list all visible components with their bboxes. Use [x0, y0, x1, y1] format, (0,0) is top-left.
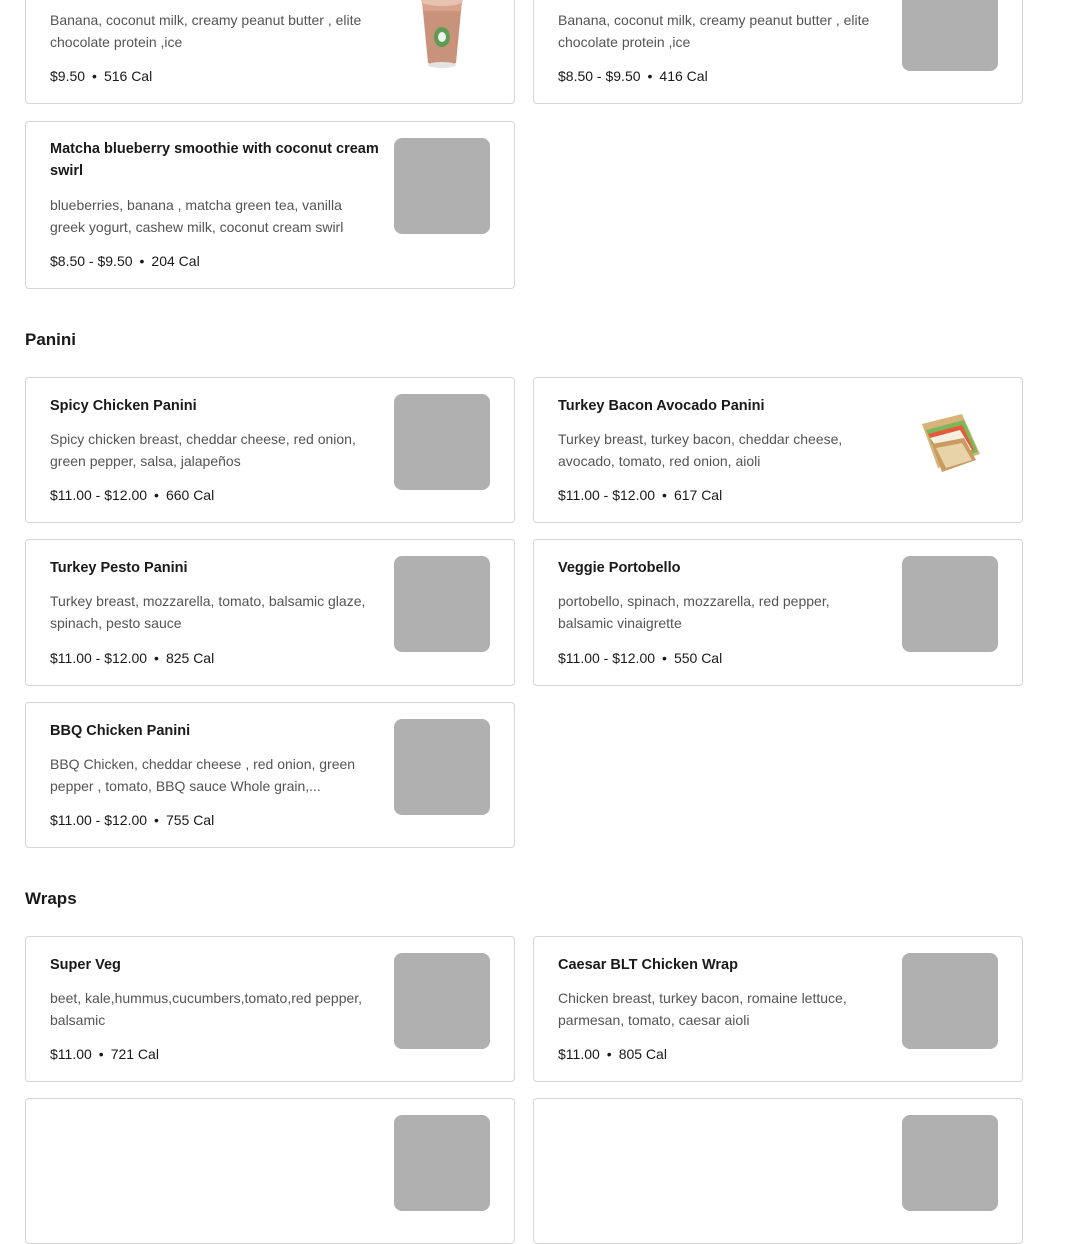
- menu-item-image-placeholder: [902, 1115, 998, 1211]
- menu-item-image-placeholder: [394, 953, 490, 1049]
- menu-item-price: $8.50 - $9.50: [558, 68, 641, 84]
- menu-item-calories: 550 Cal: [673, 650, 723, 666]
- separator-dot: •: [606, 1046, 612, 1062]
- menu-item-image-placeholder: [394, 138, 490, 234]
- menu-item-meta: [50, 1043, 380, 1065]
- menu-item-info: [558, 540, 888, 685]
- menu-item-image-placeholder: [902, 556, 998, 652]
- menu-item-meta: [558, 65, 888, 87]
- separator-dot: •: [662, 650, 667, 666]
- menu-item-description: BBQ Chicken, cheddar cheese , red onion, green pepper , tomato, BBQ sauce Whole grain,...: [50, 756, 356, 794]
- menu-item-price: $11.00: [50, 1046, 92, 1062]
- menu-item-calories: 416 Cal: [659, 68, 708, 84]
- menu-item-info: [558, 378, 888, 522]
- menu-item-calories: 617 Cal: [673, 487, 723, 503]
- menu-item-name: Spicy Chicken Panini: [50, 398, 197, 414]
- menu-item-image-placeholder: [394, 394, 490, 490]
- menu-item-calories: 805 Cal: [618, 1046, 667, 1062]
- menu-item-name: Veggie Portobello: [558, 560, 681, 576]
- menu-item-description: blueberries, banana , matcha green tea, vanilla greek yogurt, cashew milk, coconut cream swirl: [50, 197, 344, 235]
- menu-item-description: Turkey breast, mozzarella, tomato, balsamic glaze, spinach, pesto sauce: [50, 593, 366, 631]
- menu-item-calories: 660 Cal: [165, 487, 215, 503]
- menu-item-info: [50, 540, 380, 685]
- menu-item-meta: [50, 809, 380, 831]
- menu-item-info: [50, 0, 380, 103]
- menu-item-price: $11.00: [558, 1046, 600, 1062]
- separator-dot: •: [92, 68, 97, 84]
- menu-item-info: [558, 937, 888, 1081]
- menu-item-name: Caesar BLT Chicken Wrap: [558, 957, 738, 973]
- menu-item-price: $11.00 - $12.00: [50, 487, 148, 503]
- menu-item-card[interactable]: [25, 0, 515, 104]
- menu-item-meta: [558, 647, 888, 669]
- menu-item-description: Chicken breast, turkey bacon, romaine lettuce, parmesan, tomato, caesar aioli: [558, 990, 847, 1028]
- menu-item-info: [50, 378, 380, 522]
- menu-item-card[interactable]: [25, 936, 515, 1082]
- menu-item-calories: 825 Cal: [165, 650, 215, 666]
- menu-item-description: Turkey breast, turkey bacon, cheddar cheese, avocado, tomato, red onion, aioli: [558, 431, 843, 469]
- menu-item-price: $11.00 - $12.00: [50, 650, 148, 666]
- menu-item-calories: 755 Cal: [165, 812, 215, 828]
- menu-item-name: Matcha blueberry smoothie with coconut cream swirl: [50, 141, 379, 179]
- menu-item-meta: [558, 484, 888, 506]
- menu-item-card[interactable]: [25, 702, 515, 848]
- menu-item-calories: 721 Cal: [110, 1046, 159, 1062]
- menu-item-price: $11.00 - $12.00: [558, 650, 656, 666]
- section-title-wraps: Wraps: [25, 889, 77, 908]
- menu-item-image-placeholder: [394, 719, 490, 815]
- menu-item-card[interactable]: [25, 377, 515, 523]
- menu-item-name: Turkey Pesto Panini: [50, 560, 188, 576]
- menu-item-description: portobello, spinach, mozzarella, red pepper, balsamic vinaigrette: [558, 593, 830, 631]
- menu-item-price: $8.50 - $9.50: [50, 253, 133, 269]
- menu-item-card[interactable]: [533, 0, 1023, 104]
- menu-item-meta: [50, 65, 380, 87]
- menu-item-card[interactable]: [533, 377, 1023, 523]
- menu-item-card[interactable]: [25, 539, 515, 686]
- menu-item-info: [558, 0, 888, 103]
- separator-dot: •: [662, 487, 667, 503]
- menu-item-meta: [50, 647, 380, 669]
- separator-dot: •: [154, 650, 159, 666]
- menu-item-description: Banana, coconut milk, creamy peanut butter , elite chocolate protein ,ice: [50, 12, 362, 50]
- separator-dot: •: [647, 68, 653, 84]
- menu-item-image-placeholder: [394, 1115, 490, 1211]
- menu-item-description: Banana, coconut milk, creamy peanut butter , elite chocolate protein ,ice: [558, 12, 870, 50]
- menu-item-card[interactable]: [533, 539, 1023, 686]
- menu-item-meta: [50, 484, 380, 506]
- separator-dot: •: [139, 253, 145, 269]
- menu-item-price: $9.50: [50, 68, 86, 84]
- menu-item-name: Super Veg: [50, 957, 121, 973]
- menu-item-info: [50, 937, 380, 1081]
- menu-item-info: [50, 122, 380, 288]
- menu-item-name: Turkey Bacon Avocado Panini: [558, 398, 765, 414]
- menu-item-card[interactable]: [25, 121, 515, 289]
- menu-item-description: Spicy chicken breast, cheddar cheese, red onion, green pepper, salsa, jalapeños: [50, 431, 356, 469]
- smoothie-cup-image: [394, 0, 490, 73]
- menu-item-calories: 204 Cal: [151, 253, 200, 269]
- menu-item-name: BBQ Chicken Panini: [50, 723, 191, 739]
- menu-item-meta: [50, 250, 380, 272]
- menu-item-info: [50, 703, 380, 847]
- separator-dot: •: [154, 812, 159, 828]
- menu-item-description: beet, kale,hummus,cucumbers,tomato,red pepper, balsamic: [50, 990, 363, 1028]
- menu-item-calories: 516 Cal: [103, 68, 153, 84]
- menu-item-price: $11.00 - $12.00: [50, 812, 148, 828]
- menu-item-image-placeholder: [394, 556, 490, 652]
- menu-item-price: $11.00 - $12.00: [558, 487, 656, 503]
- menu-item-meta: [558, 1043, 888, 1065]
- separator-dot: •: [154, 487, 159, 503]
- sandwich-image: [902, 394, 998, 490]
- menu-item-image-placeholder: [902, 953, 998, 1049]
- section-title-panini: Panini: [25, 330, 77, 349]
- separator-dot: •: [98, 1046, 104, 1062]
- menu-item-card[interactable]: [533, 936, 1023, 1082]
- menu-item-image-placeholder: [902, 0, 998, 71]
